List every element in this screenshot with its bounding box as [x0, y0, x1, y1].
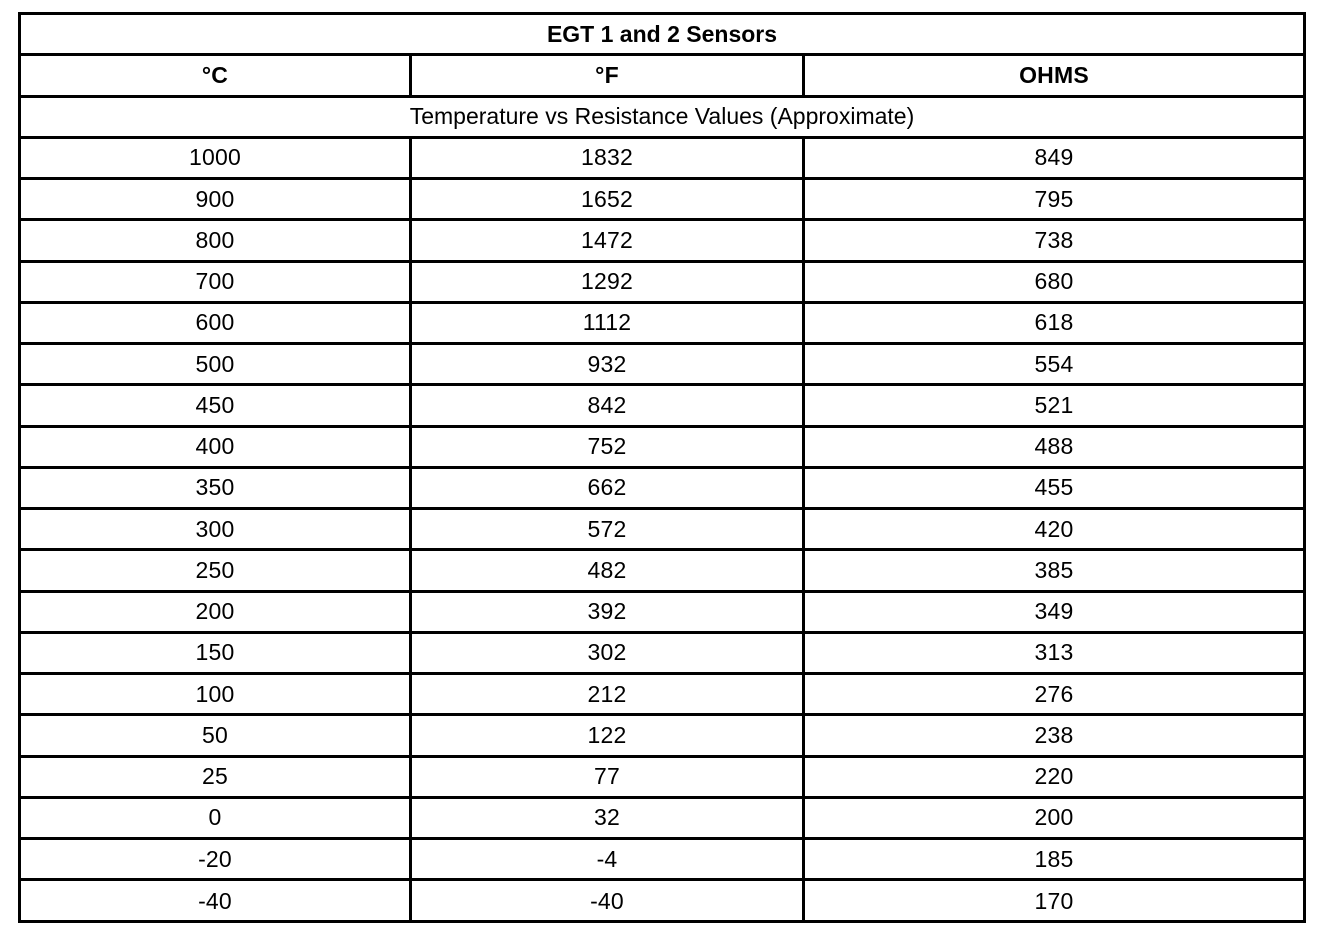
- cell-fahrenheit: 212: [412, 675, 805, 713]
- table-row: [21, 840, 1303, 881]
- table-row: [21, 139, 1303, 180]
- table-subtitle-row: [21, 98, 1303, 139]
- cell-ohms: 349: [1034, 598, 1074, 625]
- cell-celsius: 900: [21, 180, 412, 218]
- cell-celsius: 300: [21, 510, 412, 548]
- cell-ohms: 220: [1034, 763, 1074, 790]
- cell-celsius: 800: [21, 221, 412, 259]
- cell-celsius: 400: [21, 428, 412, 466]
- cell-ohms: 618: [1034, 309, 1074, 336]
- cell-fahrenheit: 842: [412, 386, 805, 424]
- cell-ohms: 200: [1034, 804, 1074, 831]
- table-row: [21, 551, 1303, 592]
- cell-celsius: 200: [21, 593, 412, 631]
- table-row: [21, 758, 1303, 799]
- table-row: [21, 180, 1303, 221]
- cell-celsius: 0: [21, 799, 412, 837]
- cell-celsius: 500: [21, 345, 412, 383]
- cell-ohms: 185: [1034, 845, 1074, 872]
- cell-fahrenheit: 302: [412, 634, 805, 672]
- table-row: [21, 345, 1303, 386]
- cell-fahrenheit: 932: [412, 345, 805, 383]
- cell-fahrenheit: 122: [412, 716, 805, 754]
- table-row: [21, 675, 1303, 716]
- cell-celsius: 700: [21, 263, 412, 301]
- header-ohms: OHMS: [1019, 61, 1089, 88]
- table-row: [21, 716, 1303, 757]
- cell-celsius: -40: [21, 881, 412, 922]
- cell-ohms: 680: [1034, 268, 1074, 295]
- table-row: [21, 634, 1303, 675]
- cell-fahrenheit: 77: [412, 758, 805, 796]
- cell-ohms: 795: [1034, 185, 1074, 212]
- cell-fahrenheit: 1832: [412, 139, 805, 177]
- cell-ohms: 455: [1034, 474, 1074, 501]
- cell-ohms: 385: [1034, 556, 1074, 583]
- cell-fahrenheit: 1652: [412, 180, 805, 218]
- cell-ohms: 521: [1034, 391, 1074, 418]
- table-row: [21, 263, 1303, 304]
- cell-ohms: 738: [1034, 226, 1074, 253]
- cell-ohms: 849: [1034, 144, 1074, 171]
- cell-celsius: 25: [21, 758, 412, 796]
- table-row: [21, 881, 1303, 922]
- cell-fahrenheit: 1112: [412, 304, 805, 342]
- header-fahrenheit: °F: [412, 56, 805, 94]
- table-row: [21, 428, 1303, 469]
- header-celsius: °C: [21, 56, 412, 94]
- table-row: [21, 510, 1303, 551]
- egt-resistance-table: [18, 12, 1306, 923]
- cell-ohms: 420: [1034, 515, 1074, 542]
- cell-fahrenheit: 662: [412, 469, 805, 507]
- cell-fahrenheit: 1292: [412, 263, 805, 301]
- table-row: [21, 304, 1303, 345]
- cell-fahrenheit: 392: [412, 593, 805, 631]
- cell-ohms: 313: [1034, 639, 1074, 666]
- table-subtitle: Temperature vs Resistance Values (Approximate): [409, 103, 915, 130]
- cell-fahrenheit: 572: [412, 510, 805, 548]
- cell-celsius: 100: [21, 675, 412, 713]
- cell-fahrenheit: -4: [412, 840, 805, 878]
- cell-ohms: 488: [1034, 433, 1074, 460]
- table-title-row: [21, 15, 1303, 56]
- cell-fahrenheit: -40: [412, 881, 805, 922]
- cell-ohms: 554: [1034, 350, 1074, 377]
- cell-celsius: 450: [21, 386, 412, 424]
- cell-celsius: 350: [21, 469, 412, 507]
- cell-celsius: 150: [21, 634, 412, 672]
- table-title: EGT 1 and 2 Sensors: [546, 20, 778, 47]
- table-row: [21, 593, 1303, 634]
- cell-fahrenheit: 752: [412, 428, 805, 466]
- cell-ohms: 170: [1034, 888, 1074, 915]
- table-header-row: [21, 56, 1303, 97]
- cell-fahrenheit: 32: [412, 799, 805, 837]
- cell-fahrenheit: 1472: [412, 221, 805, 259]
- table-row: [21, 799, 1303, 840]
- cell-celsius: 250: [21, 551, 412, 589]
- cell-fahrenheit: 482: [412, 551, 805, 589]
- table-row: [21, 221, 1303, 262]
- cell-celsius: 600: [21, 304, 412, 342]
- cell-ohms: 238: [1034, 721, 1074, 748]
- cell-celsius: -20: [21, 840, 412, 878]
- table-row: [21, 386, 1303, 427]
- cell-celsius: 50: [21, 716, 412, 754]
- cell-celsius: 1000: [21, 139, 412, 177]
- cell-ohms: 276: [1034, 680, 1074, 707]
- table-row: [21, 469, 1303, 510]
